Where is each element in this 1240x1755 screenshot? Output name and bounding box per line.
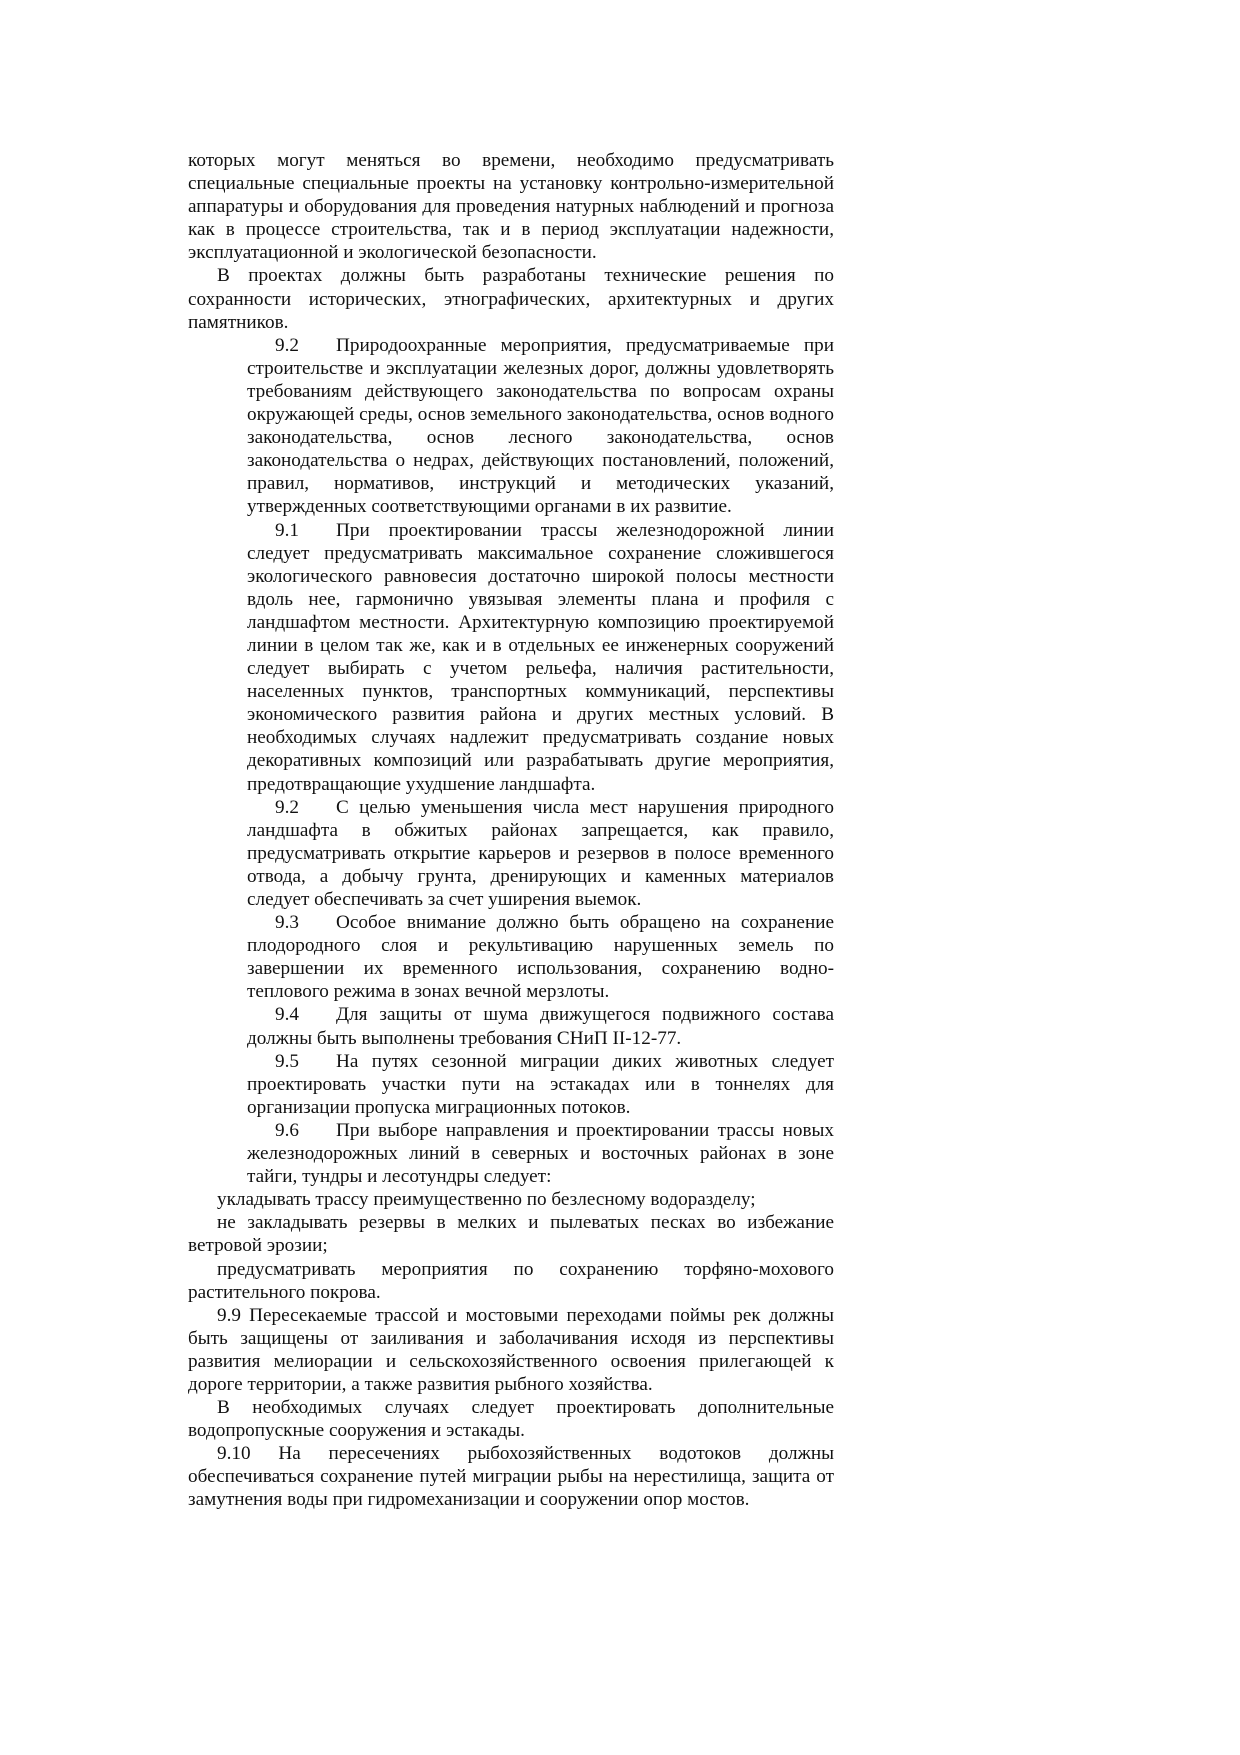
numbered-clause [247,911,834,1003]
list-item: не закладывать резервы в мелких и пылеватых песках во избежание ветровой эрозии; [188,1212,834,1257]
clause-text: Природоохранные мероприятия, предусматриваемые при строительстве и эксплуатации железных дорог, должны удовлетворять требованиям действующего законодательства по вопросам охраны окружающей среды, основ земельного законодательства, основ водного законодательства, основ лесного законодательства, основ законодательства о недрах, действующих постановлений, положений, правил, нормативов, инструкций и методических указаний, утвержденных соответствующими органами в их развитие. [247,334,834,518]
clause-text: При выборе направления и проектировании трассы новых железнодорожных линий в северных и восточных районах в зоне тайги, тундры и лесотундры следует: [247,1119,834,1188]
clause-number: 9.1 [275,519,299,541]
clause-text: С целью уменьшения числа мест нарушения природного ландшафта в обжитых районах запрещается, как правило, предусматривать открытие карьеров и резервов в полосе временного отвода, а добычу грунта, дренирующих и каменных материалов следует обеспечивать за счет уширения выемок. [247,796,834,910]
clause-number: 9.6 [275,1119,299,1141]
clause-number: 9.2 [275,334,299,356]
numbered-clause [247,796,834,911]
paragraph: В проектах должны быть разработаны технические решения по сохранности исторических, этнографических, архитектурных и других памятников. [188,265,834,333]
clause-number: 9.5 [275,1050,299,1072]
clause-number: 9.3 [275,912,299,934]
paragraph: В необходимых случаях следует проектировать дополнительные водопропускные сооружения и эстакады. [188,1397,834,1442]
numbered-clause [247,1119,834,1188]
paragraph: которых могут меняться во времени, необходимо предусматривать специальные специальные проекты на установку контрольно-измерительной аппаратуры и оборудования для проведения натурных наблюдений и прогноза как в процессе строительства, так и в период эксплуатации надежности, эксплуатационной и экологической безопасности. [188,150,834,264]
numbered-clause [247,519,834,796]
clause-number: 9.2 [275,796,299,818]
paragraph: 9.9 Пересекаемые трассой и мостовыми переходами поймы рек должны быть защищены от заиливания и заболачивания исходя из перспективы развития мелиорации и сельскохозяйственного освоения прилегающей к дороге территории, а также развития рыбного хозяйства. [188,1304,834,1395]
list-item: укладывать трассу преимущественно по безлесному водоразделу; [217,1189,756,1211]
clause-text: При проектировании трассы железнодорожной линии следует предусматривать максимальное сохранение сложившегося экологического равновесия достаточно широкой полосы местности вдоль нее, гармонично увязывая элементы плана и профиля с ландшафтом местности. Архитектурную композицию проектируемой линии в целом так же, как и в отдельных ее инженерных сооружений следует выбирать с учетом рельефа, наличия растительности, населенных пунктов, транспортных коммуникаций, перспективы экономического развития района и других местных условий. В необходимых случаях надлежит предусматривать создание новых декоративных композиций или разрабатывать другие мероприятия, предотвращающие ухудшение ландшафта. [247,519,834,795]
paragraph: 9.10 На пересечениях рыбохозяйственных водотоков должны обеспечиваться сохранение путей миграции рыбы на нерестилища, защита от замутнения воды при гидромеханизации и сооружении опор мостов. [188,1443,834,1511]
document-page [188,149,834,1512]
numbered-clause [247,1003,834,1049]
clause-text: На путях сезонной миграции диких животных следует проектировать участки пути на эстакадах или в тоннелях для организации пропуска миграционных потоков. [247,1050,834,1118]
clause-text: Для защиты от шума движущегося подвижного состава должны быть выполнены требования СНиП II-12-77. [247,1004,834,1049]
clause-number: 9.4 [275,1004,299,1026]
list-item: предусматривать мероприятия по сохранению торфяно-мохового растительного покрова. [188,1258,834,1303]
clause-text: Особое внимание должно быть обращено на сохранение плодородного слоя и рекультивацию нарушенных земель по завершении их временного использования, сохранению водно-теплового режима в зонах вечной мерзлоты. [247,912,834,1003]
numbered-clause [247,1050,834,1119]
numbered-clause [247,334,834,519]
